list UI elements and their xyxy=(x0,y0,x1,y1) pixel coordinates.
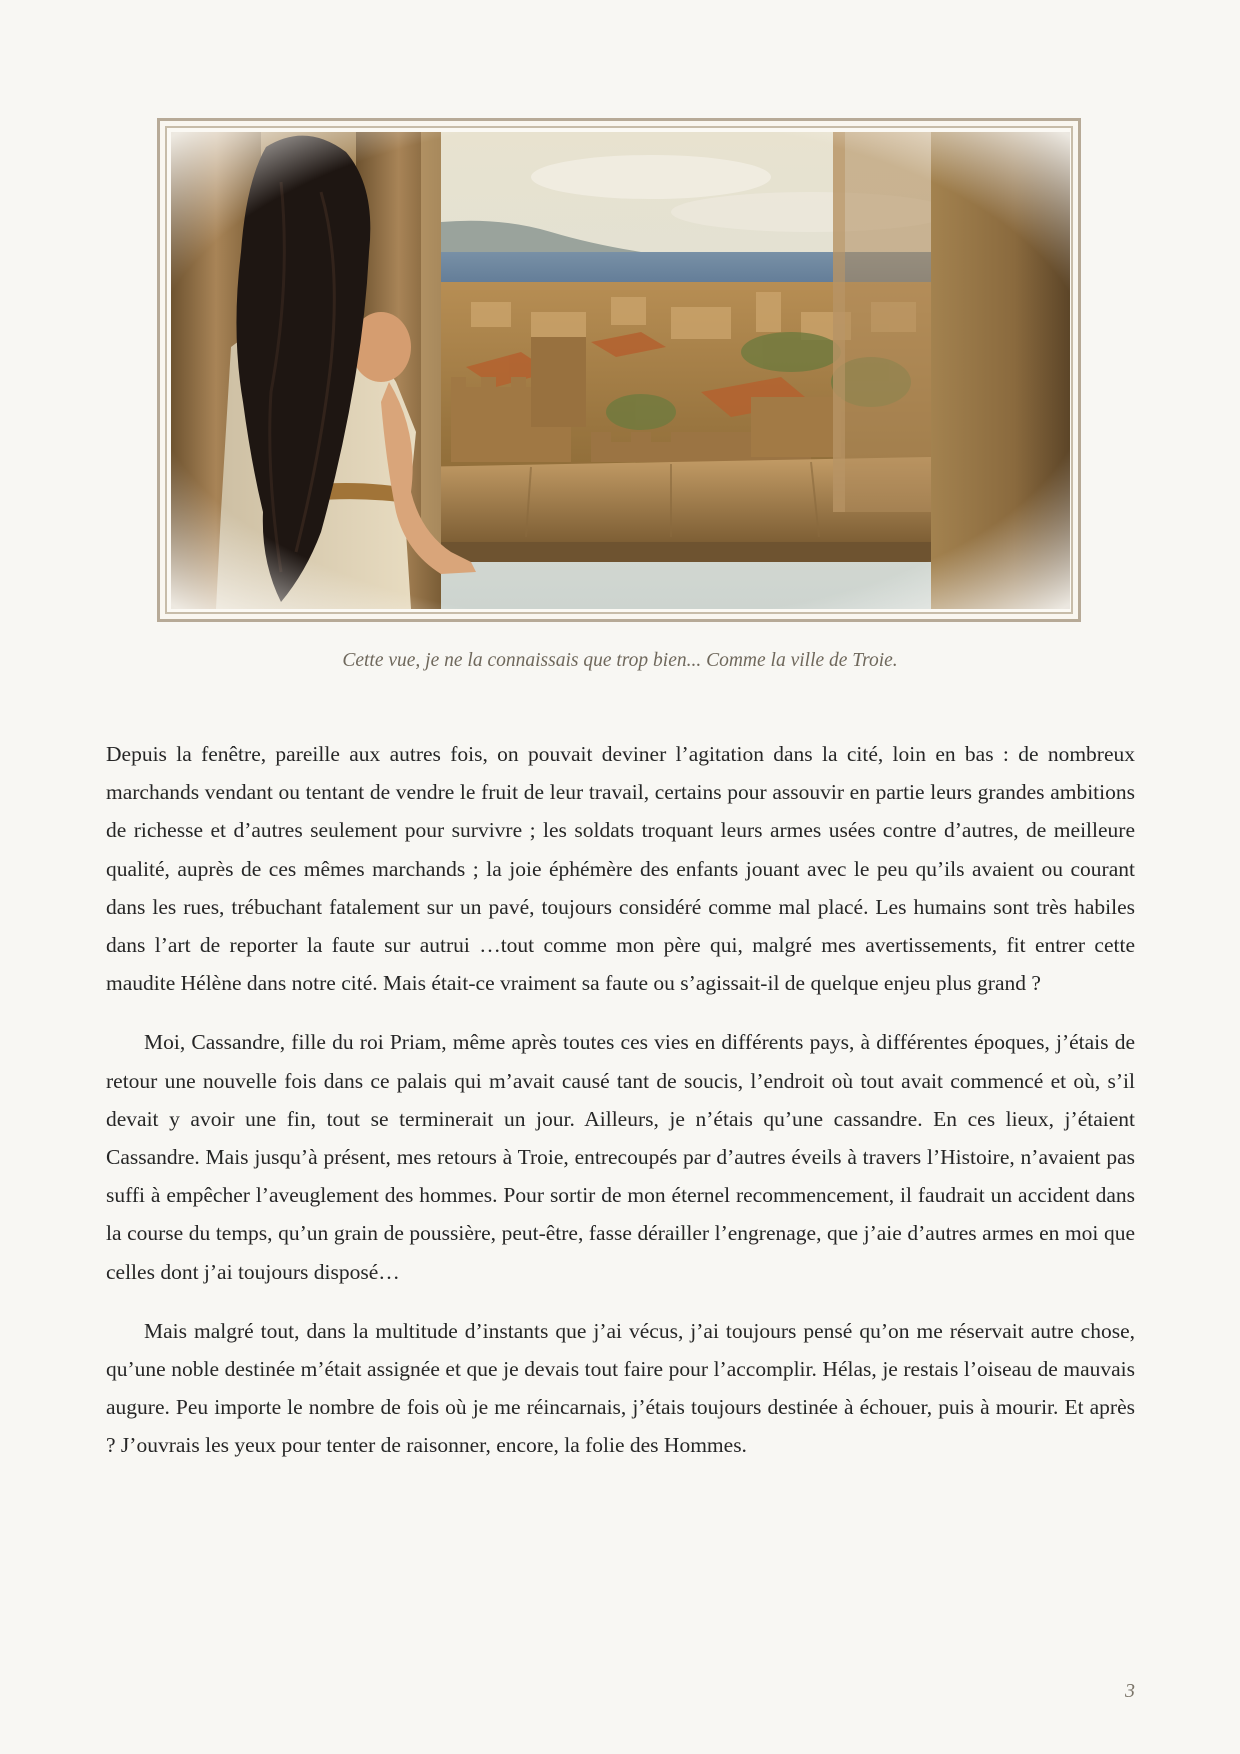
illustration-image xyxy=(171,132,1070,609)
illustration-caption: Cette vue, je ne la connaissais que trop bien... Comme la ville de Troie. xyxy=(342,650,898,671)
page-number: 3 xyxy=(1125,1680,1135,1702)
paragraph: Moi, Cassandre, fille du roi Priam, même après toutes ces vies en différents pays, à différentes époques, j’étais de retour une nouvelle fois dans ce palais qui m’avait causé tant de soucis, l’endroit où tout avait commencé et où, s’il devait y avoir une fin, tout se terminerait un jour. Ailleurs, je n’étais qu’une cassandre. En ces lieux, j’étaient Cassandre. Mais jusqu’à présent, mes retours à Troie, entrecoupés par d’autres éveils à travers l’Histoire, n’avaient pas suffi à empêcher l’aveuglement des hommes. Pour sortir de mon éternel recommencement, il faudrait un accident dans la course du temps, qu’un grain de poussière, peut-être, fasse dérailler l’engrenage, que j’aie d’autres armes en moi que celles dont j’ai toujours disposé… xyxy=(106,1030,1135,1284)
body-text xyxy=(106,735,1135,1486)
paragraph: Mais malgré tout, dans la multitude d’instants que j’ai vécus, j’ai toujours pensé qu’on me réservait autre chose, qu’une noble destinée m’était assignée et que je devais tout faire pour l’accomplir. Hélas, je restais l’oiseau de mauvais augure. Peu importe le nombre de fois où je me réincarnais, j’étais toujours destinée à échouer, puis à mourir. Et après ? J’ouvrais les yeux pour tenter de raisonner, encore, la folie des Hommes. xyxy=(106,1318,1135,1458)
paragraph: Depuis la fenêtre, pareille aux autres fois, on pouvait deviner l’agitation dans la cité, loin en bas : de nombreux marchands vendant ou tentant de vendre le fruit de leur travail, certains pour assouvir en partie leurs grandes ambitions de richesse et d’autres seulement pour survivre ; les soldats troquant leurs armes usées contre d’autres, de meilleure qualité, auprès de ces mêmes marchands ; la joie éphémère des enfants jouant avec le peu qu’ils avaient ou courant dans les rues, trébuchant fatalement sur un pavé, toujours considéré comme mal placé. Les humains sont très habiles dans l’art de reporter la faute sur autrui …tout comme mon père qui, malgré mes avertissements, fit entrer cette maudite Hélène dans notre cité. Mais était-ce vraiment sa faute ou s’agissait-il de quelque enjeu plus grand ? xyxy=(106,742,1135,996)
woman-at-window-illustration xyxy=(171,132,1070,609)
